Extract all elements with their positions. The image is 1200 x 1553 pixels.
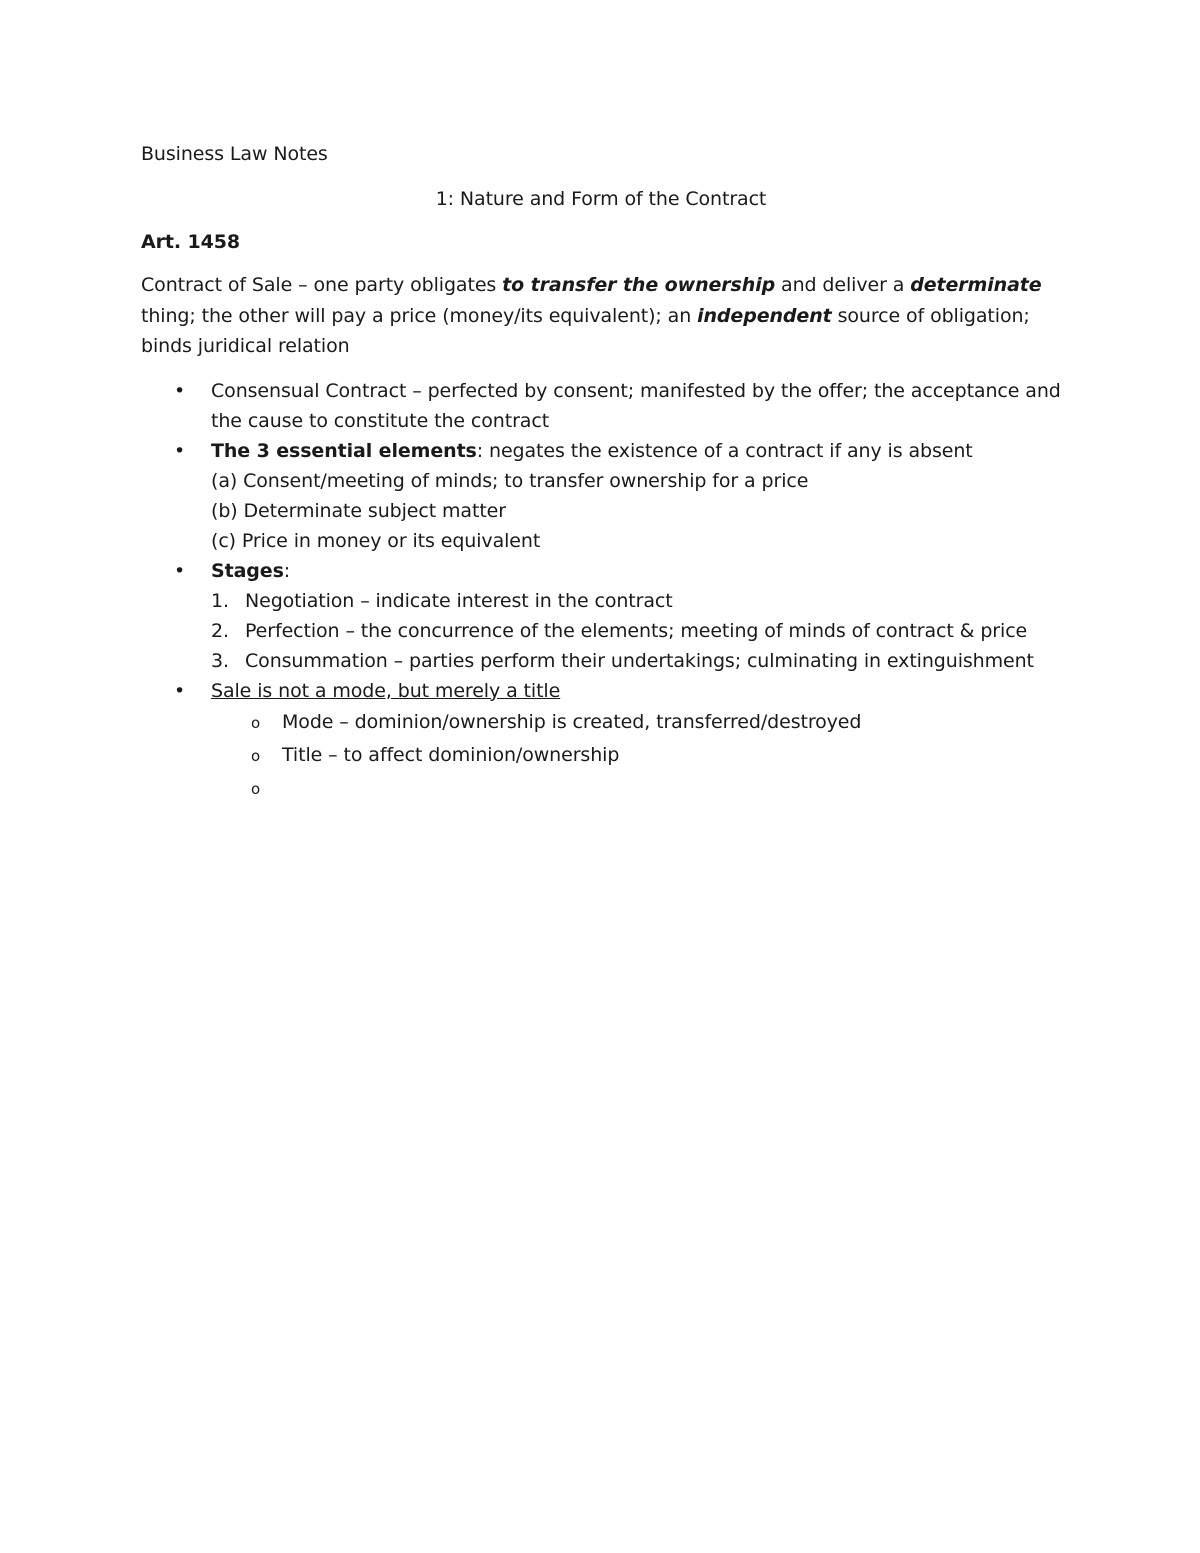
title-definition-text: Title – to affect dominion/ownership [282, 743, 620, 766]
stages-list [211, 586, 1061, 676]
list-item-essential-elements [141, 436, 1061, 556]
bullet-list [141, 376, 1061, 805]
list-item-stages [141, 556, 1061, 676]
essential-elements-label: The 3 essential elements [211, 439, 477, 462]
sale-not-mode-text: Sale is not a mode, but merely a title [211, 679, 561, 702]
sale-subitem-title [211, 739, 1061, 772]
stage-number: 1. [211, 589, 229, 612]
bullet-icon: • [174, 559, 186, 582]
essential-elements-text: : negates the existence of a contract if any is absent [476, 439, 973, 462]
definition-text-1: Contract of Sale – one party obligates [141, 274, 503, 296]
definition-text-4: source of obligation; binds juridical relation [141, 304, 1030, 357]
article-heading: Art. 1458 [141, 231, 240, 253]
essential-element-c: (c) Price in money or its equivalent [211, 529, 541, 552]
consensual-contract-text: Consensual Contract – perfected by consent; manifested by the offer; the acceptance and the cause to constitute the contract [211, 379, 1061, 432]
stage-item [211, 586, 1061, 616]
definition-text-3: thing; the other will pay a price (money/its equivalent); an [141, 304, 698, 327]
definition-emphasis-transfer: to transfer the ownership [502, 274, 776, 296]
circle-bullet-icon: o [251, 779, 261, 798]
contract-of-sale-definition [141, 270, 1061, 362]
list-item-consensual [141, 376, 1061, 436]
stage-number: 3. [211, 649, 229, 672]
bullet-icon: • [174, 379, 186, 402]
document-title: Business Law Notes [141, 143, 328, 165]
circle-bullet-icon: o [251, 746, 261, 765]
circle-bullet-icon: o [251, 713, 261, 732]
stage-number: 2. [211, 619, 229, 642]
mode-definition-text: Mode – dominion/ownership is created, transferred/destroyed [282, 710, 862, 733]
essential-element-a: (a) Consent/meeting of minds; to transfer ownership for a price [211, 469, 809, 492]
definition-text-2: and deliver a [775, 274, 911, 296]
document-content [141, 140, 1061, 805]
sale-subitem-mode [211, 706, 1061, 739]
stages-colon: : [283, 559, 291, 582]
stages-label: Stages [211, 559, 284, 582]
stage-item [211, 616, 1061, 646]
chapter-heading: 1: Nature and Form of the Contract [435, 188, 767, 210]
stage-text: Consummation – parties perform their undertakings; culminating in extinguishment [245, 649, 1034, 672]
stage-item [211, 646, 1061, 676]
stage-text: Perfection – the concurrence of the elements; meeting of minds of contract & price [245, 619, 1028, 642]
stage-text: Negotiation – indicate interest in the contract [245, 589, 673, 612]
bullet-icon: • [174, 439, 186, 462]
bullet-icon: • [174, 679, 186, 702]
sale-subitem-empty [211, 772, 1061, 805]
list-item-sale-title [141, 676, 1061, 805]
definition-emphasis-determinate: determinate [910, 274, 1042, 296]
definition-emphasis-independent: independent [697, 304, 832, 327]
sale-sublist [211, 706, 1061, 805]
essential-element-b: (b) Determinate subject matter [211, 499, 506, 522]
